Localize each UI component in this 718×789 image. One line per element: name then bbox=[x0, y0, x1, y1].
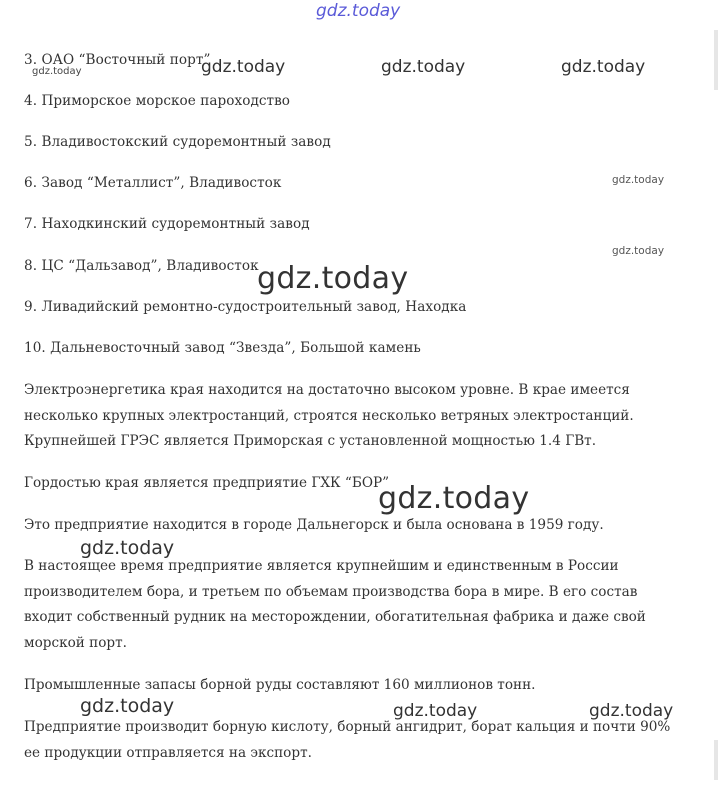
paragraph-energy: Электроэнергетика края находится на достаточно высоком уровне. В крае имеется несколько крупных электростанций, строятся несколько ветряных электростанций. Крупнейшей ГРЭС является Приморская с установленной мощностью 1.4 ГВт. bbox=[24, 382, 634, 449]
list-item: 8. ЦС “Дальзавод”, Владивосток bbox=[24, 258, 259, 274]
watermark: gdz.today bbox=[561, 57, 646, 77]
paragraph-location: Это предприятие находится в городе Дальнегорск и была основана в 1959 году. bbox=[24, 517, 604, 533]
watermark: gdz.today bbox=[589, 701, 674, 721]
watermark: gdz.today bbox=[80, 695, 175, 717]
watermark: gdz.today bbox=[80, 537, 175, 559]
watermark: gdz.today bbox=[612, 245, 665, 257]
paragraph-reserves: Промышленные запасы борной руды составляют 160 миллионов тонн. bbox=[24, 677, 536, 693]
list-item: 7. Находкинский судоремонтный завод bbox=[24, 216, 310, 232]
list-item: 5. Владивостокский судоремонтный завод bbox=[24, 134, 331, 150]
watermark: gdz.today bbox=[32, 66, 82, 77]
watermark: gdz.today bbox=[257, 261, 409, 296]
watermark: gdz.today bbox=[378, 481, 530, 516]
scrollbar-track[interactable] bbox=[714, 30, 718, 90]
paragraph-pride: Гордостью края является предприятие ГХК “БОР” bbox=[24, 475, 390, 491]
paragraph-producer: В настоящее время предприятие является крупнейшим и единственным в России производителем бора, и третьем по объемам производства бора в мире. В его состав входит собственный рудник на месторождении, обогатительная фабрика и даже свой морской порт. bbox=[24, 558, 646, 651]
paragraph-export: Предприятие производит борную кислоту, борный ангидрит, борат кальция и почти 90% ее продукции отправляется на экспорт. bbox=[24, 719, 671, 761]
watermark-top: gdz.today bbox=[316, 1, 401, 21]
watermark: gdz.today bbox=[612, 174, 665, 186]
list-item: 4. Приморское морское пароходство bbox=[24, 93, 291, 109]
watermark: gdz.today bbox=[201, 57, 286, 77]
watermark: gdz.today bbox=[393, 701, 478, 721]
list-item: 3. ОАО “Восточный порт” bbox=[24, 52, 211, 68]
watermark: gdz.today bbox=[381, 57, 466, 77]
list-item: 9. Ливадийский ремонтно-судостроительный завод, Находка bbox=[24, 299, 467, 315]
list-item: 6. Завод “Металлист”, Владивосток bbox=[24, 175, 282, 191]
list-item: 10. Дальневосточный завод “Звезда”, Большой камень bbox=[24, 340, 421, 356]
scrollbar-track-lower bbox=[714, 740, 718, 780]
